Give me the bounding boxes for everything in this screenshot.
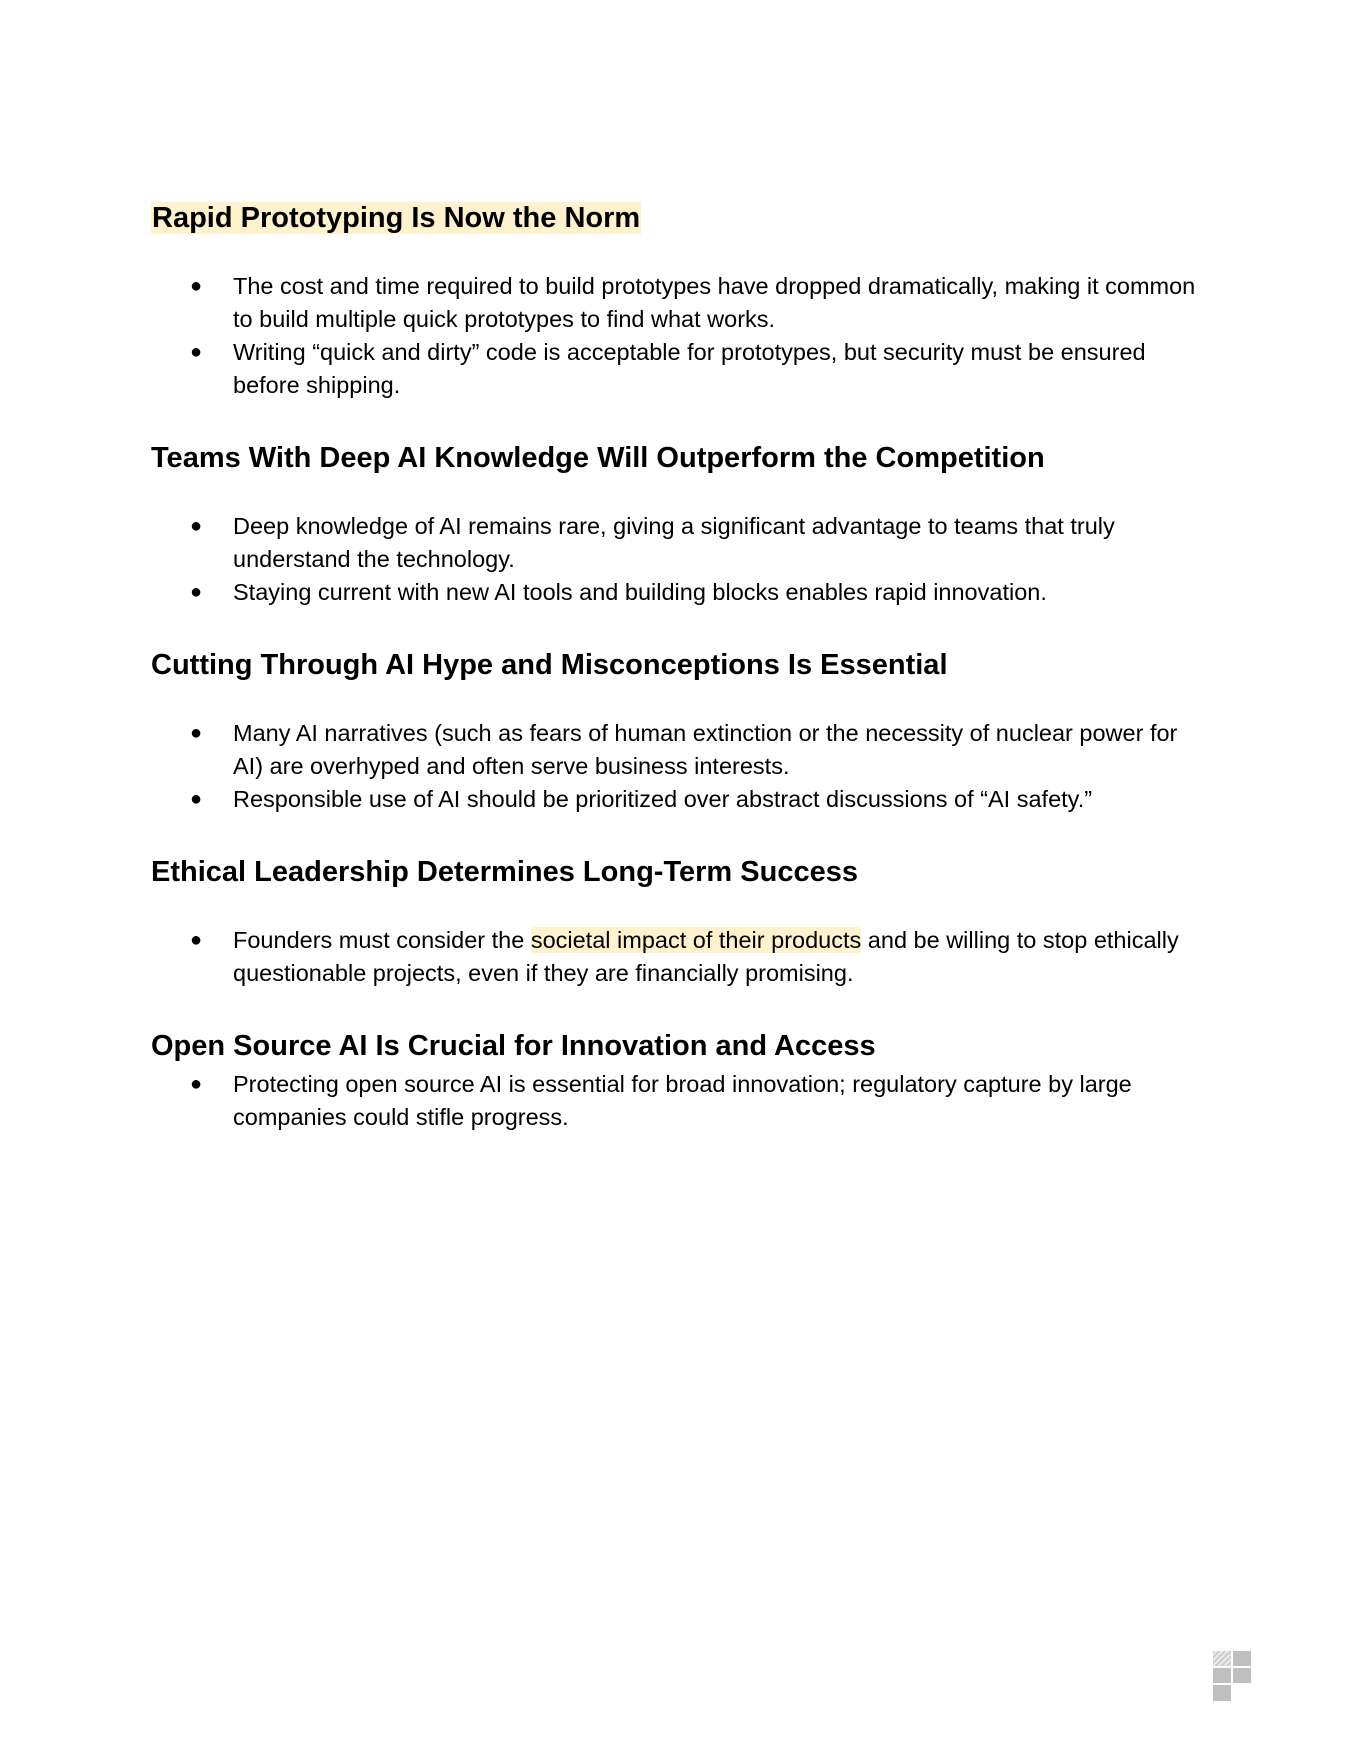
bullet-list [151,510,1211,609]
section-open-source-ai [151,1024,1211,1134]
bullet-list [151,270,1211,402]
list-item-text: Writing “quick and dirty” code is acceptable for prototypes, but security must be ensured before shipping. [233,339,1146,398]
bullet-icon: ● [190,275,203,297]
list-item [151,717,1211,783]
bullet-icon: ● [190,1073,203,1095]
list-item-text-after: and be willing to stop ethically questionable projects, even if they are financially promising. [233,927,1179,986]
list-item-text: Many AI narratives (such as fears of human extinction or the necessity of nuclear power for AI) are overhyped and often serve business interests. [233,720,1178,779]
section-rapid-prototyping [151,196,1211,402]
bullet-list [151,717,1211,816]
list-item-text: Deep knowledge of AI remains rare, giving a significant advantage to teams that truly understand the technology. [233,513,1115,572]
highlighted-text: societal impact of their products [530,927,862,953]
list-item-text: The cost and time required to build prototypes have dropped dramatically, making it common to build multiple quick prototypes to find what works. [233,273,1196,332]
document-body [151,196,1211,1134]
bullet-icon: ● [190,788,203,810]
bullet-icon: ● [190,515,203,537]
section-heading [151,196,1211,240]
highlighted-heading-text: Rapid Prototyping Is Now the Norm [152,202,641,234]
section-heading: Open Source AI Is Crucial for Innovation and Access [151,1030,876,1062]
list-item [151,510,1211,576]
section-deep-ai-knowledge [151,436,1211,609]
list-item [151,576,1211,609]
list-item [151,783,1211,816]
bullet-list [151,1068,1211,1134]
bullet-icon: ● [190,722,203,744]
section-heading: Cutting Through AI Hype and Misconceptions Is Essential [151,649,948,681]
bullet-icon: ● [190,581,203,603]
list-item [151,336,1211,402]
section-ethical-leadership [151,850,1211,990]
list-item-text: Responsible use of AI should be prioritized over abstract discussions of “AI safety.” [233,786,1093,812]
list-item-text: Protecting open source AI is essential for broad innovation; regulatory capture by large companies could stifle progress. [233,1071,1132,1130]
bullet-icon: ● [190,929,203,951]
section-ai-hype [151,643,1211,816]
bullet-list [151,924,1211,990]
section-heading: Teams With Deep AI Knowledge Will Outperform the Competition [151,442,1045,474]
grid-logo-icon [1213,1651,1251,1701]
list-item [151,1068,1211,1134]
list-item-text: Staying current with new AI tools and building blocks enables rapid innovation. [233,579,1047,605]
list-item-text-before: Founders must consider the [233,927,531,953]
list-item [151,270,1211,336]
list-item [151,924,1211,990]
section-heading: Ethical Leadership Determines Long-Term Success [151,856,858,888]
bullet-icon: ● [190,341,203,363]
